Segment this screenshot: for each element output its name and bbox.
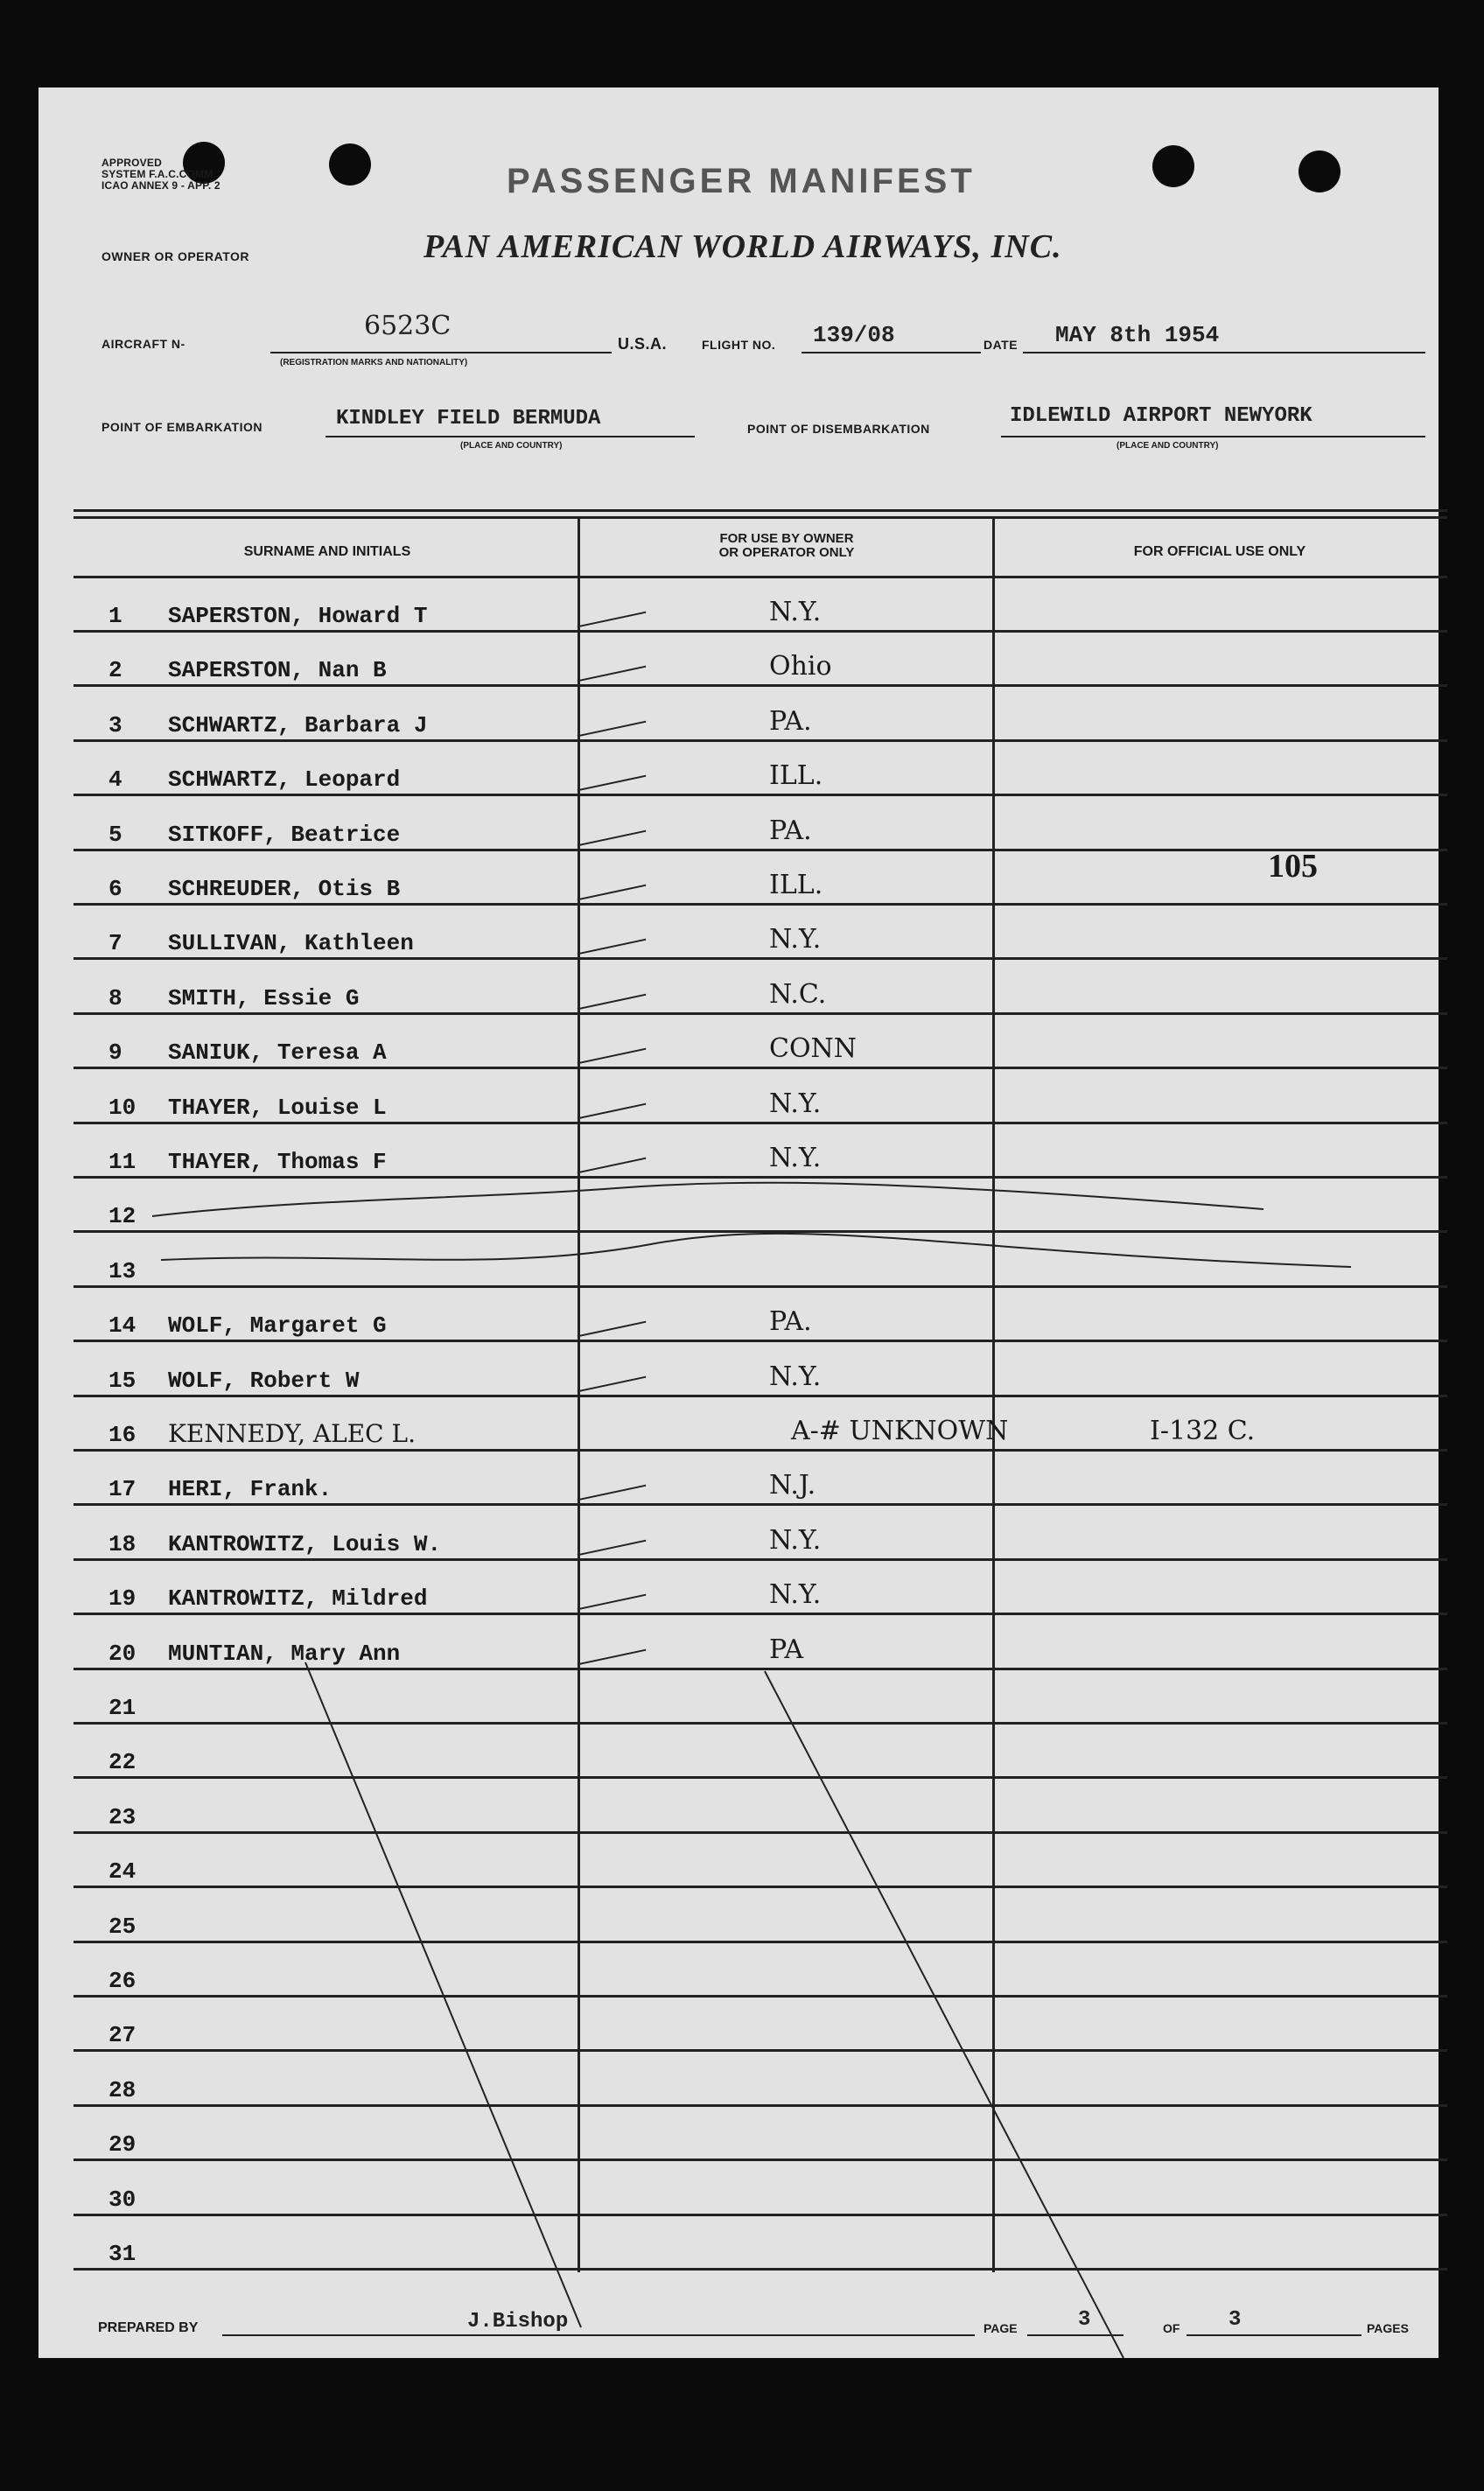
passenger-name: SMITH, Essie G [168, 984, 360, 1011]
residence-state: PA [769, 1634, 804, 1665]
residence-state: Ohio [769, 651, 832, 682]
flight-label: FLIGHT NO. [702, 338, 776, 352]
passenger-name: KANTROWITZ, Mildred [168, 1585, 428, 1613]
passenger-name: KENNEDY, ALEC L. [168, 1419, 416, 1448]
row-number: 5 [108, 821, 122, 848]
row-number: 1 [108, 603, 122, 629]
disembarkation-sublabel: (PLACE AND COUNTRY) [1116, 441, 1219, 451]
approval-line-1: APPROVED [102, 157, 162, 169]
residence-state: N.Y. [769, 597, 822, 627]
residence-state: ILL. [769, 870, 823, 900]
row-number: 18 [108, 1530, 136, 1557]
row-number: 27 [108, 2022, 136, 2049]
column-header-owner-2: OR OPERATOR ONLY [718, 545, 855, 560]
row-number: 12 [108, 1203, 136, 1230]
row-number: 29 [108, 2131, 136, 2159]
row-number: 22 [108, 1749, 136, 1776]
page-value: 3 [1078, 2308, 1091, 2332]
manifest-sheet [38, 87, 1438, 2358]
page-underline [1027, 2334, 1124, 2336]
row-number: 30 [108, 2186, 136, 2213]
row-number: 13 [108, 1257, 136, 1284]
company-name: PAN AMERICAN WORLD AIRWAYS, INC. [424, 228, 1062, 265]
date-value: MAY 8th 1954 [1055, 322, 1220, 348]
residence-state: N.J. [769, 1470, 816, 1501]
residence-state: N.C. [769, 978, 827, 1010]
strike-row-12 [152, 1183, 1264, 1216]
of-label: OF [1163, 2321, 1180, 2335]
flight-value: 139/08 [813, 322, 895, 348]
passenger-name: SAPERSTON, Nan B [168, 657, 387, 684]
row-number: 6 [108, 876, 122, 902]
row-number: 11 [108, 1149, 136, 1175]
aircraft-value: 6523C [364, 311, 452, 341]
row-number: 25 [108, 1913, 136, 1940]
row-number: 17 [108, 1476, 136, 1503]
residence-state: PA. [769, 705, 812, 737]
residence-state: N.Y. [769, 924, 822, 955]
passenger-name: WOLF, Margaret G [168, 1312, 387, 1340]
row-number: 23 [108, 1803, 136, 1830]
row-number: 4 [108, 766, 122, 794]
residence-state: N.Y. [769, 1361, 822, 1392]
owner-label: OWNER OR OPERATOR [102, 249, 249, 263]
stamp-number: 105 [1268, 848, 1318, 885]
date-label: DATE [984, 338, 1018, 352]
approval-line-3: ICAO ANNEX 9 - APP. 2 [102, 179, 220, 192]
row-number: 31 [108, 2241, 136, 2267]
column-header-owner-1: FOR USE BY OWNER [719, 531, 854, 546]
embarkation-label: POINT OF EMBARKATION [102, 420, 262, 434]
passenger-name: WOLF, Robert W [168, 1367, 360, 1394]
residence-state: N.Y. [769, 1088, 822, 1119]
passenger-name: SCHREUDER, Otis B [168, 876, 401, 902]
passenger-name: SANIUK, Teresa A [168, 1039, 387, 1067]
passenger-name: SCHWARTZ, Leopard [168, 766, 401, 794]
official-note: I-132 C. [1150, 1416, 1256, 1446]
passenger-name: HERI, Frank. [168, 1476, 332, 1503]
aircraft-label: AIRCRAFT N- [102, 337, 186, 351]
disembarkation-value: IDLEWILD AIRPORT NEWYORK [1010, 404, 1312, 428]
residence-state: N.Y. [769, 1143, 822, 1173]
residence-state: N.Y. [769, 1579, 822, 1611]
void-line-right [765, 1671, 1124, 2358]
residence-state: ILL. [769, 760, 823, 792]
row-number: 15 [108, 1367, 136, 1394]
embarkation-value: KINDLEY FIELD BERMUDA [336, 407, 601, 430]
strike-row-13 [161, 1234, 1351, 1267]
prepared-value: J.Bishop [467, 2310, 569, 2334]
passenger-name: THAYER, Thomas F [168, 1149, 387, 1175]
column-header-surname: SURNAME AND INITIALS [243, 544, 411, 559]
passenger-name: KANTROWITZ, Louis W. [168, 1530, 442, 1557]
residence-state: N.Y. [769, 1524, 822, 1556]
row-number: 8 [108, 984, 122, 1011]
row-number: 26 [108, 1968, 136, 1994]
void-line-left [305, 1662, 581, 2327]
column-header-official: FOR OFFICIAL USE ONLY [1133, 544, 1306, 559]
prepared-label: PREPARED BY [98, 2320, 199, 2335]
prepared-underline [222, 2334, 975, 2336]
residence-state: A-# UNKNOWN [791, 1416, 1009, 1446]
passenger-name: THAYER, Louise L [168, 1094, 387, 1121]
passenger-name: MUNTIAN, Mary Ann [168, 1640, 401, 1667]
of-value: 3 [1228, 2308, 1242, 2332]
nationality-label: U.S.A. [618, 335, 668, 353]
row-number: 3 [108, 711, 122, 738]
passenger-name: SAPERSTON, Howard T [168, 603, 428, 629]
passenger-name: SCHWARTZ, Barbara J [168, 711, 428, 738]
row-number: 2 [108, 657, 122, 684]
residence-state: CONN [769, 1033, 858, 1065]
row-number: 24 [108, 1858, 136, 1886]
aircraft-sublabel: (REGISTRATION MARKS AND NATIONALITY) [280, 358, 468, 367]
of-underline [1186, 2334, 1362, 2336]
row-number: 28 [108, 2076, 136, 2103]
residence-state: PA. [769, 815, 812, 846]
passenger-name: SITKOFF, Beatrice [168, 821, 401, 848]
row-number: 20 [108, 1640, 136, 1667]
row-number: 7 [108, 930, 122, 957]
passenger-name: SULLIVAN, Kathleen [168, 930, 414, 957]
pages-label: PAGES [1367, 2321, 1409, 2335]
row-number: 19 [108, 1585, 136, 1613]
row-number: 21 [108, 1695, 136, 1721]
handwritten-strikes [38, 87, 1438, 2358]
row-number: 16 [108, 1422, 136, 1448]
row-number: 9 [108, 1039, 122, 1067]
page-title: PASSENGER MANIFEST [507, 162, 976, 200]
embarkation-sublabel: (PLACE AND COUNTRY) [460, 441, 563, 451]
page-label: PAGE [984, 2321, 1018, 2335]
approval-line-2: SYSTEM F.A.C.COMM. [102, 168, 216, 180]
row-number: 10 [108, 1094, 136, 1121]
residence-state: PA. [769, 1306, 812, 1338]
row-number: 14 [108, 1312, 136, 1340]
disembarkation-label: POINT OF DISEMBARKATION [747, 422, 930, 436]
